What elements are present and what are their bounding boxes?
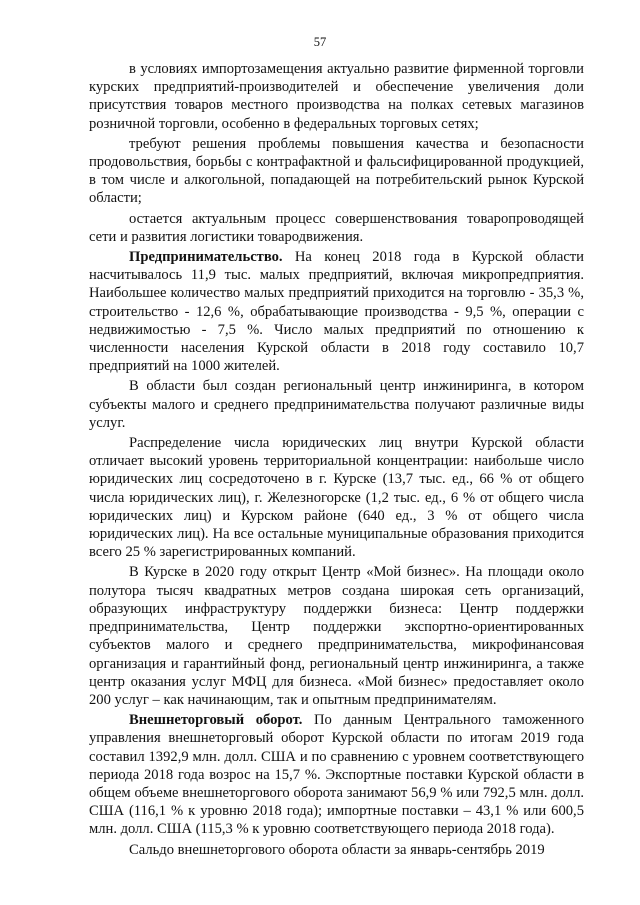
- paragraph-text: Сальдо внешнеторгового оборота области за январь-сентябрь 2019: [129, 841, 545, 858]
- paragraph-text: в условиях импортозамещения актуально развитие фирменной торговли курских предприятий-производителей и обеспечение увеличения доли присутствия товаров местного производства на полках сетевых магазинов розничной торговли, особенно в федеральных торговых сетях;: [89, 61, 584, 132]
- paragraph: [89, 711, 584, 838]
- paragraph: [89, 563, 584, 709]
- paragraph-text: В области был создан региональный центр инжиниринга, в котором субъекты малого и среднего предпринимательства получают различные виды услуг.: [89, 378, 584, 431]
- paragraph: [89, 841, 584, 859]
- paragraph-lead: Внешнеторговый оборот.: [129, 712, 303, 729]
- paragraph: [89, 210, 584, 246]
- paragraph-lead: Предпринимательство.: [129, 249, 283, 266]
- paragraph: [89, 434, 584, 561]
- paragraph-text: На конец 2018 года в Курской области насчитывалось 11,9 тыс. малых предприятий, включая микропредприятия. Наибольшее количество малых предприятий приходится на торговлю - 35,3 %, строительство - 12,6 %, обрабатывающие производства - 9,5 %, операции с недвижимостью - 7,5 %. Число малых предприятий по отношению к численности населения Курской области в 2018 году составило 10,7 предприятий на 1000 жителей.: [89, 249, 584, 375]
- text-body: [89, 60, 584, 861]
- page-number: 57: [313, 35, 327, 49]
- paragraph: [89, 248, 584, 375]
- paragraph: [89, 377, 584, 432]
- paragraph: [89, 60, 584, 133]
- paragraph-text: Распределение числа юридических лиц внутри Курской области отличает высокий уровень территориальной концентрации: наибольше число юридических лиц сосредоточено в г. Курске (13,7 тыс. ед., 66 % от общего числа юридических лиц), г. Железногорске (1,2 тыс. ед., 6 % от общего числа юридических лиц) и Курском районе (640 ед., 3 % от общего числа юридических лиц). На все остальные муниципальные образования приходится всего 25 % зарегистрированных компаний.: [89, 435, 584, 561]
- paragraph-text: По данным Центрального таможенного управления внешнеторговый оборот Курской области по итогам 2019 года составил 1392,9 млн. долл. США и по сравнению с уровнем соответствующего периода 2018 года возрос на 15,7 %. Экспортные поставки Курской области в общем объеме внешнеторгового оборота занимают 56,9 % или 792,5 млн. долл. США (116,1 % к уровню 2018 года); импортные поставки – 43,1 % или 600,5 млн. долл. США (115,3 % к уровню соответствующего периода 2018 года).: [89, 712, 584, 838]
- paragraph-text: В Курске в 2020 году открыт Центр «Мой бизнес». На площади около полутора тысяч квадратных метров создана широкая сеть организаций, образующих инфраструктуру поддержки бизнеса: Центр поддержки предпринимательства, Центр поддержки экспортно-ориентированных субъектов малого и среднего предпринимательства, микрофинансовая организация и гарантийный фонд, региональный центр инжиниринга, а также центр оказания услуг МФЦ для бизнеса. «Мой бизнес» предоставляет около 200 услуг – как начинающим, так и опытным предпринимателям.: [89, 564, 584, 708]
- paragraph-text: остается актуальным процесс совершенствования товаропроводящей сети и развития логистики товародвижения.: [89, 210, 584, 245]
- paragraph: [89, 135, 584, 208]
- paragraph-text: требуют решения проблемы повышения качества и безопасности продовольствия, борьбы с контрафактной и фальсифицированной продукцией, в том числе и алкогольной, попадающей на потребительский рынок Курской области;: [89, 135, 584, 207]
